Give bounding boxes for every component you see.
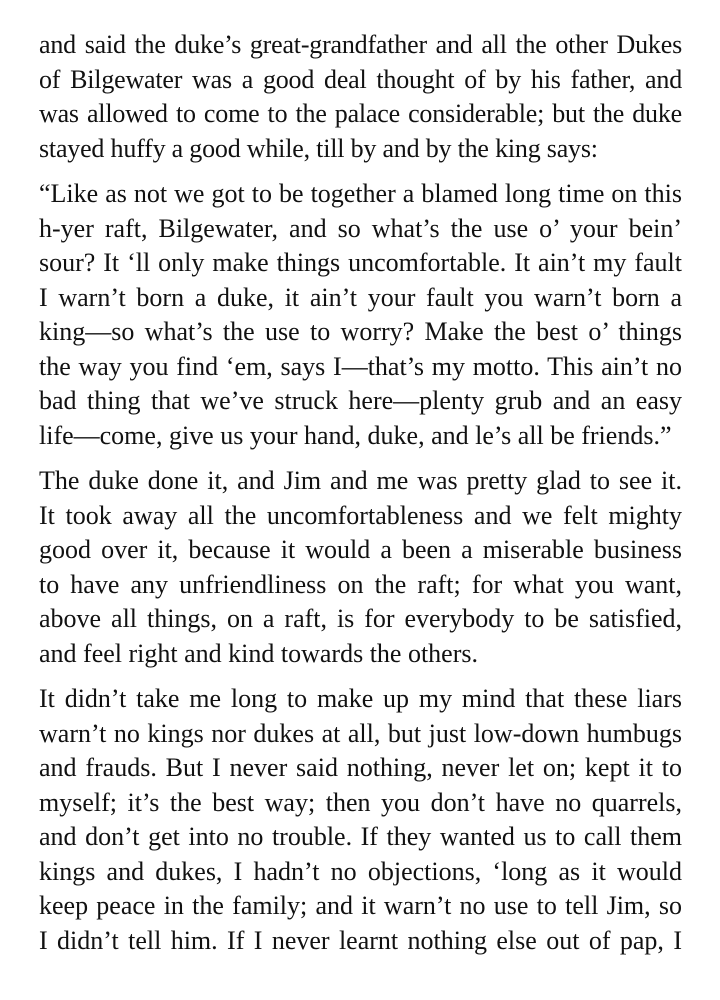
text-line: h-yer raft, Bilgewater, and so what’s the use o’ your bein’ [39, 213, 682, 243]
paragraph-3 [39, 464, 682, 671]
text-line: was allowed to come to the palace considerable; but the duke [39, 99, 682, 128]
text-line: warn’t no kings nor dukes at all, but just low-down humbugs [39, 718, 682, 748]
paragraph-1 [39, 28, 682, 166]
text-line: king—so what’s the use to worry? Make the best o’ things [39, 317, 682, 346]
text-line: and frauds. But I never said nothing, never let on; kept it to [39, 753, 682, 782]
text-line: keep peace in the family; and it warn’t no use to tell Jim, so [39, 891, 682, 920]
text-line: the way you find ‘em, says I—that’s my motto. This ain’t no [39, 351, 682, 381]
text-line: I didn’t tell him. If I never learnt nothing else out of pap, I [39, 925, 682, 955]
text-line: It didn’t take me long to make up my mind that these liars [39, 684, 682, 713]
paragraph-4 [39, 682, 682, 958]
text-line: of Bilgewater was a good deal thought of by his father, and [39, 64, 682, 94]
text-line: It took away all the uncomfortableness and we felt mighty [39, 500, 682, 530]
text-line: “Like as not we got to be together a blamed long time on this [39, 179, 682, 208]
text-line: bad thing that we’ve struck here—plenty grub and an easy [39, 386, 682, 415]
text-line: and said the duke’s great-grandfather and all the other Dukes [39, 30, 682, 59]
text-line: I warn’t born a duke, it ain’t your fault you warn’t born a [39, 282, 682, 312]
text-line: sour? It ‘ll only make things uncomfortable. It ain’t my fault [39, 248, 682, 277]
text-line: to have any unfriendliness on the raft; for what you want, [39, 569, 682, 599]
text-line: kings and dukes, I hadn’t no objections, ‘long as it would [39, 856, 682, 886]
text-line: The duke done it, and Jim and me was pretty glad to see it. [39, 466, 682, 495]
text-line: stayed huffy a good while, till by and by the king says: [39, 133, 598, 163]
text-line: and feel right and kind towards the others. [39, 638, 478, 668]
text-line: life—come, give us your hand, duke, and le’s all be friends.” [39, 420, 672, 450]
text-line: good over it, because it would a been a miserable business [39, 535, 682, 564]
text-line: and don’t get into no trouble. If they wanted us to call them [39, 822, 682, 851]
text-line: myself; it’s the best way; then you don’t have no quarrels, [39, 787, 682, 817]
text-line: above all things, on a raft, is for everybody to be satisfied, [39, 604, 682, 633]
paragraph-2 [39, 177, 682, 453]
